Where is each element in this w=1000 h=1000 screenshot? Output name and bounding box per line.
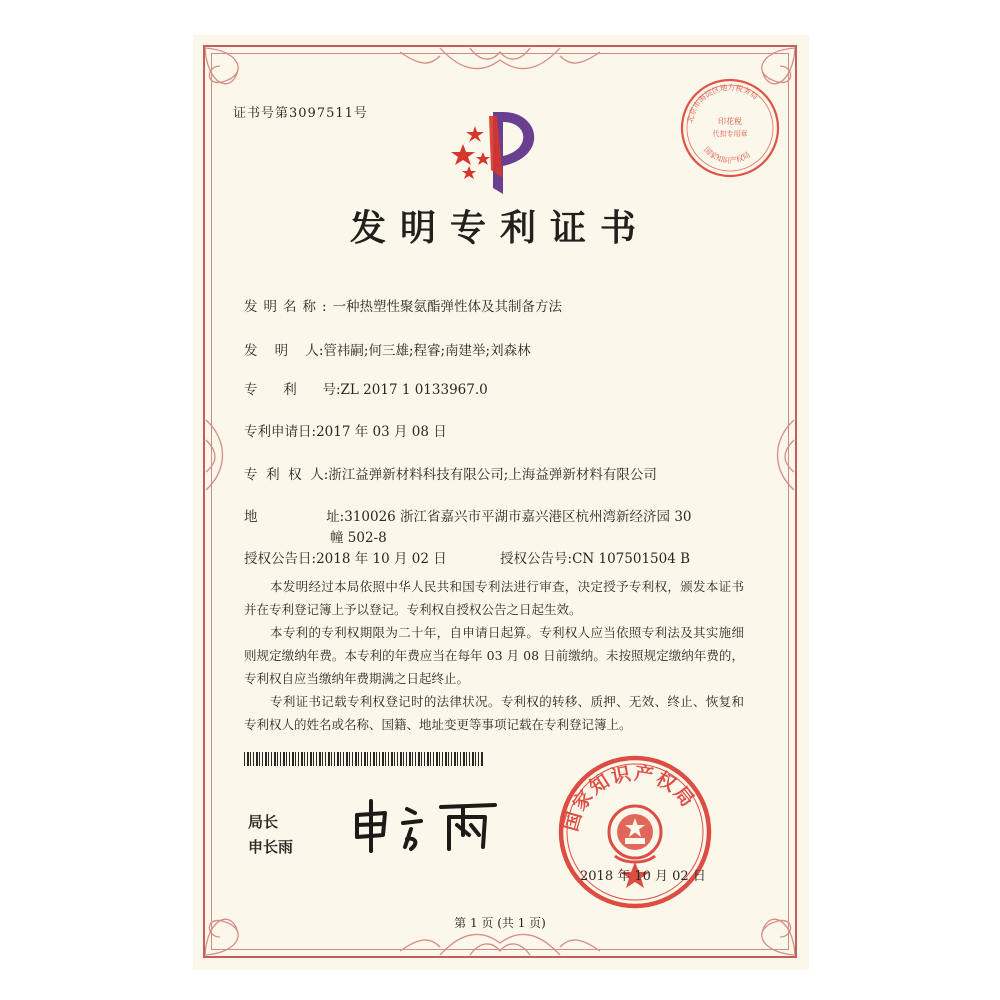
signatory-title: 局长	[248, 813, 279, 831]
patentee-row	[244, 463, 657, 483]
svg-text:印花税: 印花税	[718, 117, 742, 126]
grant-number-value: CN 107501504 B	[572, 551, 691, 567]
svg-text:北京市海淀区地方税务局: 北京市海淀区地方税务局	[685, 82, 760, 124]
barcode	[244, 752, 484, 766]
official-seal	[555, 752, 715, 912]
patent-number-label: 专 利 号:	[244, 382, 341, 398]
patentee-value: 浙江益弹新材料科技有限公司;上海益弹新材料有限公司	[328, 467, 657, 483]
handwritten-signature	[345, 795, 505, 855]
grant-date-label: 授权公告日:	[244, 551, 317, 567]
invention-name-row	[244, 295, 562, 315]
patent-office-logo-icon	[445, 108, 555, 198]
filing-date-row	[244, 420, 447, 440]
grant-date-value: 2018 年 10 月 02 日	[316, 551, 447, 567]
certificate-title: 发明专利证书	[349, 208, 650, 249]
inventors-value: 管祎嗣;何三雄;程睿;南建举;刘森林	[323, 343, 531, 359]
patent-number-row	[244, 378, 488, 398]
patentee-label: 专 利 权 人:	[244, 467, 329, 483]
certificate-number: 证书号第3097511号	[233, 106, 368, 121]
paragraph-1: 本发明经过本局依照中华人民共和国专利法进行审查，决定授予专利权，颁发本证书并在专利登记簿上予以登记。专利权自授权公告之日起生效。	[244, 579, 744, 617]
grant-date-row	[244, 547, 447, 567]
address-row	[244, 505, 692, 525]
signatory-name: 申长雨	[248, 838, 294, 856]
seal-text: 国家知识产权局	[559, 762, 700, 834]
tax-stamp	[678, 76, 782, 180]
paragraph-2: 本专利的专利权期限为二十年，自申请日起算。专利权人应当依照专利法及其实施细则规定缴纳年费。本专利的年费应当在每年 03 月 08 日前缴纳。未按照规定缴纳年费的，专利权自应当缴纳年费期满之日起终止。	[244, 625, 744, 686]
grant-number-label: 授权公告号:	[500, 551, 573, 567]
address-line-1: 310026 浙江省嘉兴市平湖市嘉兴港区杭州湾新经济园 30	[344, 509, 692, 525]
inventors-label: 发 明 人:	[244, 343, 324, 359]
page-footer: 第 1 页 (共 1 页)	[454, 916, 546, 930]
address-line-2: 幢 502-8	[330, 530, 387, 546]
patent-number-value: ZL 2017 1 0133967.0	[340, 382, 488, 398]
filing-date-value: 2017 年 03 月 08 日	[316, 424, 447, 440]
invention-name-value: 一种热塑性聚氨酯弹性体及其制备方法	[332, 299, 563, 315]
address-label: 地 址:	[244, 509, 345, 525]
invention-name-label: 发明名称:	[244, 299, 333, 315]
svg-text:代扣专用章: 代扣专用章	[712, 130, 748, 138]
svg-text:国家知识产权局: 国家知识产权局	[701, 145, 752, 166]
grant-number-row	[500, 547, 690, 567]
inventors-row	[244, 339, 531, 359]
paragraph-3: 专利证书记载专利权登记时的法律状况。专利权的转移、质押、无效、终止、恢复和专利权人的姓名或名称、国籍、地址变更等事项记载在专利登记簿上。	[244, 694, 744, 732]
seal-date: 2018 年 10 月 02 日	[580, 869, 706, 884]
filing-date-label: 专利申请日:	[244, 424, 317, 440]
